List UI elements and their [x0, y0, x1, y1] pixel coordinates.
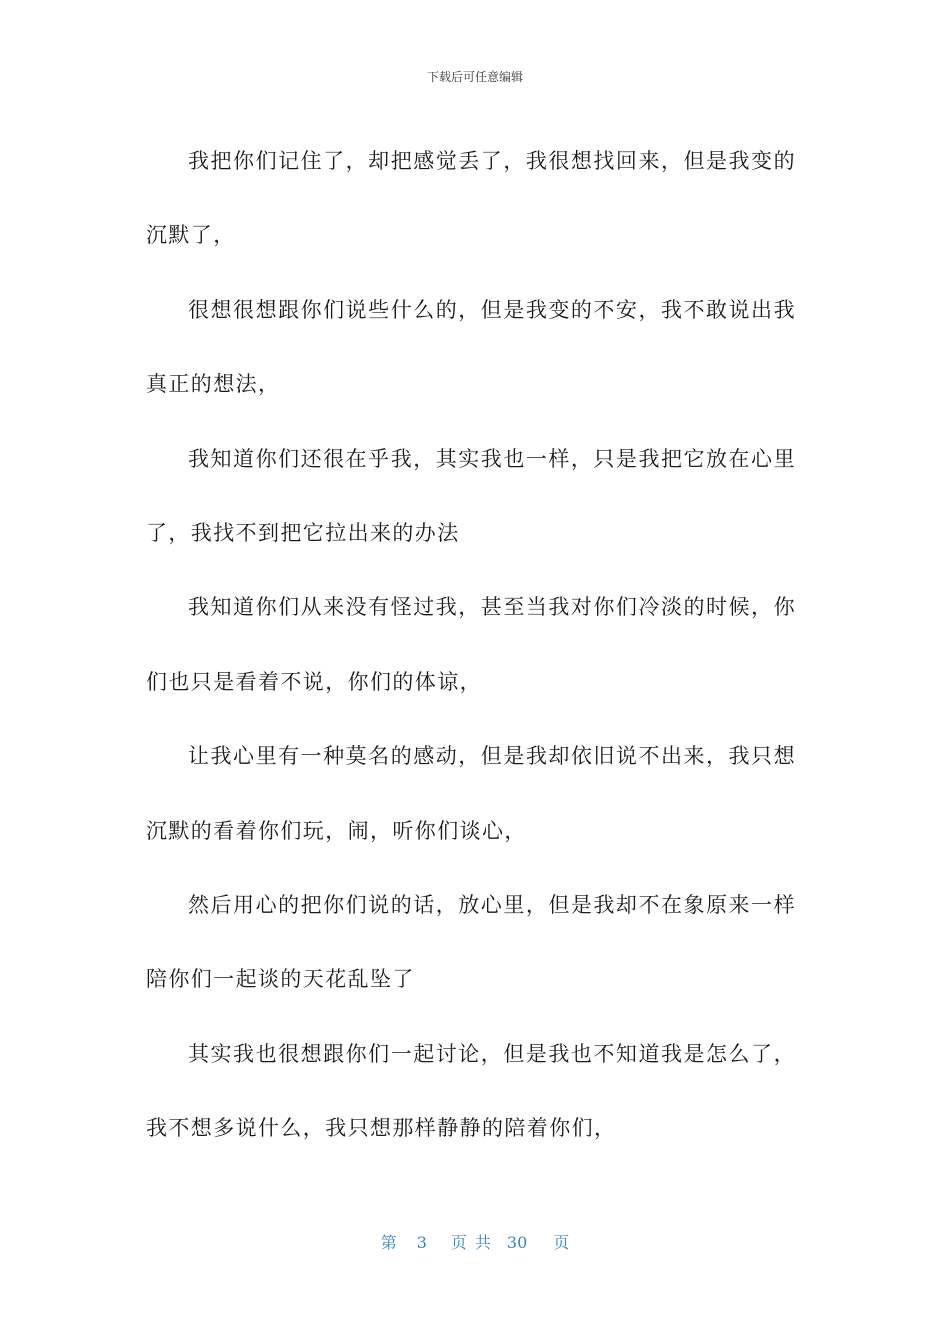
- footer-current-page: 3: [416, 1233, 427, 1252]
- footer-page-word: 页: [450, 1233, 467, 1252]
- footer-total-pages: 30: [506, 1233, 528, 1252]
- header-note: 下载后可任意编辑: [426, 70, 523, 84]
- footer-total-word: 共: [474, 1233, 491, 1252]
- footer-suffix: 页: [553, 1233, 570, 1252]
- paragraph-4: 我知道你们从来没有怪过我，甚至当我对你们冷淡的时候，你们也只是看着不说，你们的体谅，: [146, 595, 796, 694]
- paragraph-3: 我知道你们还很在乎我，其实我也一样，只是我把它放在心里了，我找不到把它拉出来的办法: [146, 446, 796, 546]
- document-body: [146, 124, 796, 1166]
- paragraph-6: 然后用心的把你们说的话，放心里，但是我却不在象原来一样陪你们一起谈的天花乱坠了: [146, 893, 796, 992]
- page-footer: [0, 1230, 950, 1253]
- footer-prefix: 第: [380, 1233, 397, 1252]
- paragraph-7: 其实我也很想跟你们一起讨论，但是我也不知道我是怎么了，我不想多说什么，我只想那样静静的陪着你们，: [146, 1041, 796, 1141]
- paragraph-5: 让我心里有一种莫名的感动，但是我却依旧说不出来，我只想沉默的看着你们玩，闹，听你们谈心，: [146, 744, 796, 843]
- paragraph-2: 很想很想跟你们说些什么的，但是我变的不安，我不敢说出我真正的想法，: [146, 297, 796, 397]
- paragraph-1: 我把你们记住了，却把感觉丢了，我很想找回来，但是我变的沉默了，: [146, 149, 796, 248]
